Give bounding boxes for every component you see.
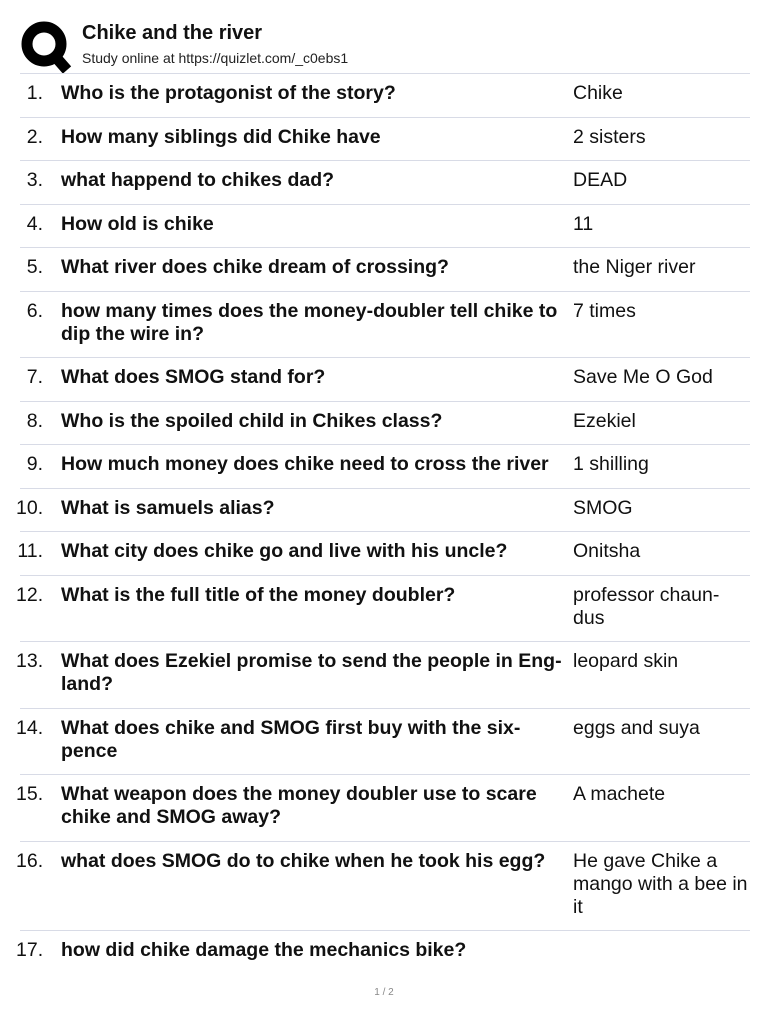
table-row — [17, 532, 750, 576]
answer-text: DEAD — [573, 169, 628, 191]
row-number: 17. — [16, 938, 44, 961]
answer-text: He gave Chike a mango with a bee in it — [573, 849, 748, 918]
row-number: 8. — [26, 409, 43, 432]
table-row — [20, 402, 750, 446]
question-text: What is samuels alias? — [61, 496, 275, 519]
row-number: 15. — [16, 783, 44, 805]
answer-text: A machete — [573, 783, 666, 805]
question-text: Who is the protagonist of the story? — [61, 82, 396, 104]
document-header — [20, 18, 750, 74]
row-number: 11. — [17, 540, 43, 562]
answer-text: 11 — [573, 212, 594, 235]
table-row — [20, 292, 750, 359]
row-number: 3. — [26, 169, 43, 191]
table-row — [16, 842, 750, 931]
table-row — [16, 931, 750, 975]
answer-text: eggs and suya — [573, 716, 700, 739]
table-row — [16, 489, 750, 533]
question-text: What does SMOG stand for? — [61, 366, 326, 388]
question-text: What weapon does the money doubler use to scare chike and SMOG away? — [61, 783, 537, 828]
table-row — [20, 118, 750, 162]
question-text: How old is chike — [61, 212, 214, 235]
question-text: What city does chike go and live with his uncle? — [61, 540, 508, 562]
flashcard-table — [16, 73, 750, 974]
row-number: 10. — [16, 496, 44, 519]
row-number: 7. — [26, 366, 43, 388]
document-subtitle: Study online at https://quizlet.com/_c0ebs1 — [82, 50, 349, 66]
table-row — [20, 161, 750, 205]
table-row — [20, 445, 750, 489]
question-text: what happend to chikes dad? — [61, 169, 335, 191]
answer-text: Save Me O God — [573, 366, 713, 388]
row-number: 16. — [16, 849, 44, 872]
table-row — [20, 74, 750, 118]
table-row — [16, 642, 750, 709]
answer-text: the Niger river — [573, 256, 696, 278]
quizlet-logo-icon — [20, 18, 72, 74]
answer-text: 7 times — [573, 299, 636, 322]
row-number: 5. — [26, 256, 43, 278]
row-number: 14. — [16, 716, 44, 739]
question-text: how many times does the money-doubler tell chike to dip the wire in? — [61, 299, 558, 345]
row-number: 1. — [26, 82, 43, 104]
row-number: 2. — [26, 125, 43, 148]
table-row — [20, 205, 750, 249]
table-row — [16, 576, 750, 643]
page-number: 1 / 2 — [374, 987, 394, 998]
question-text: Who is the spoiled child in Chikes class? — [61, 409, 443, 432]
answer-text: Ezekiel — [573, 409, 636, 432]
answer-text: Onitsha — [573, 540, 641, 562]
table-row — [20, 358, 750, 402]
question-text: How many siblings did Chike have — [61, 125, 381, 148]
table-row — [16, 709, 750, 776]
answer-text: 1 shilling — [573, 453, 649, 475]
document-title: Chike and the river — [82, 22, 263, 44]
table-row — [20, 248, 750, 292]
row-number: 13. — [16, 650, 44, 672]
answer-text: Chike — [573, 82, 623, 104]
row-number: 9. — [26, 453, 43, 475]
answer-text: SMOG — [573, 496, 633, 519]
row-number: 12. — [16, 583, 44, 606]
question-text: how did chike damage the mechanics bike? — [61, 938, 467, 961]
question-text: What is the full title of the money doubler? — [61, 583, 456, 606]
question-text: What river does chike dream of crossing? — [61, 256, 449, 278]
row-number: 4. — [26, 212, 43, 235]
answer-text: 2 sisters — [573, 125, 646, 148]
answer-text: leopard skin — [573, 650, 679, 672]
table-row — [16, 775, 750, 842]
row-number: 6. — [26, 299, 43, 322]
question-text: What does chike and SMOG first buy with the six-pence — [61, 716, 521, 762]
question-text: what does SMOG do to chike when he took his egg? — [61, 849, 546, 872]
question-text: What does Ezekiel promise to send the people in Eng-land? — [61, 650, 562, 695]
question-text: How much money does chike need to cross the river — [61, 453, 549, 475]
answer-text: professor chaun-dus — [573, 583, 720, 629]
